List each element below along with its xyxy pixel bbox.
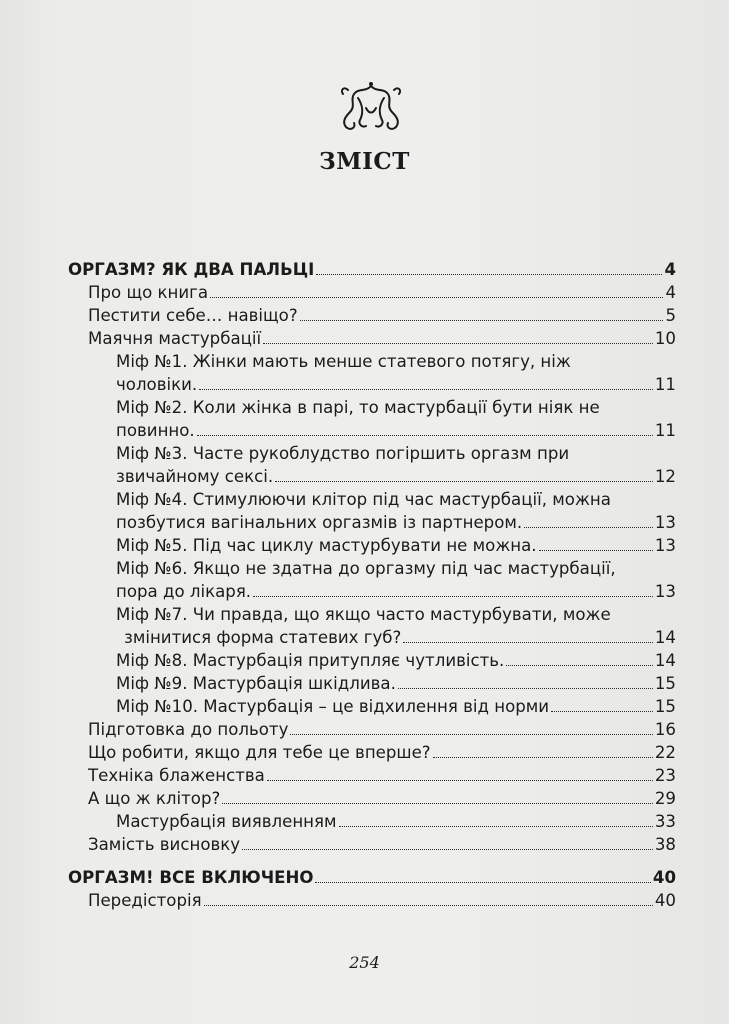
toc-entry-page: 4 xyxy=(664,260,676,279)
dot-leader xyxy=(275,481,653,482)
dot-leader xyxy=(300,320,664,321)
ornament-flourish-icon xyxy=(336,78,406,134)
toc-entry-title-line1[interactable]: Міф №2. Коли жінка в парі, то мастурбації бути ніяк не xyxy=(116,398,600,417)
dot-leader xyxy=(506,665,653,666)
toc-entry-title: повинно. xyxy=(116,421,195,440)
toc-entry-title: Техніка блаженства xyxy=(88,766,265,785)
toc-entry[interactable] xyxy=(68,511,676,534)
toc-entry[interactable] xyxy=(68,419,676,442)
toc-entry[interactable] xyxy=(68,304,676,327)
toc-entry-title: пора до лікаря. xyxy=(116,582,252,601)
toc-entry-title: Замість висновку xyxy=(88,835,241,854)
toc-entry-page: 13 xyxy=(654,513,676,532)
toc-entry-title: ОРГАЗМ! ВСЕ ВКЛЮЧЕНО xyxy=(68,868,314,887)
toc-entry-page: 13 xyxy=(654,582,676,601)
toc-entry-page: 13 xyxy=(654,536,676,555)
dot-leader xyxy=(253,596,653,597)
toc-entry[interactable] xyxy=(68,580,676,603)
toc-entry-title: Міф №8. Мастурбація притупляє чутливість. xyxy=(116,651,505,670)
toc-entry-title: Пестити себе… навіщо? xyxy=(88,306,298,325)
toc-entry-title: Міф №10. Мастурбація – це відхилення від норми xyxy=(116,697,550,716)
toc-entry-page: 4 xyxy=(665,283,676,302)
dot-leader xyxy=(199,389,653,390)
toc-entry-title: Передісторія xyxy=(88,891,202,910)
toc-entry-title-line1[interactable]: Міф №7. Чи правда, що якщо часто мастурбувати, може xyxy=(116,605,611,624)
toc-entry-title: Що робити, якщо для тебе це вперше? xyxy=(88,743,431,762)
toc-entry-page: 40 xyxy=(654,891,676,910)
toc-entry-title: Маячня мастурбації xyxy=(88,329,262,348)
toc-entry-title: звичайному сексі. xyxy=(116,467,274,486)
toc-entry-title: позбутися вагінальних оргазмів із партнером. xyxy=(116,513,523,532)
toc-entry[interactable] xyxy=(68,465,676,488)
toc-entry[interactable] xyxy=(68,866,676,889)
toc-entry-title-line1[interactable]: Міф №4. Стимулюючи клітор під час мастурбації, можна xyxy=(116,490,611,509)
toc-entry[interactable] xyxy=(68,695,676,718)
page-number: 254 xyxy=(349,953,380,972)
toc-entry-page: 38 xyxy=(654,835,676,854)
toc-entry-page: 14 xyxy=(654,651,676,670)
toc-entry-page: 15 xyxy=(654,674,676,693)
toc-entry-title: Міф №5. Під час циклу мастурбувати не можна. xyxy=(116,536,537,555)
toc-entry[interactable] xyxy=(68,649,676,672)
toc-entry[interactable] xyxy=(68,718,676,741)
toc-entry-title-line1[interactable]: Міф №1. Жінки мають менше статевого потягу, ніж xyxy=(116,352,571,371)
toc-entry[interactable] xyxy=(68,626,676,649)
toc-entry[interactable] xyxy=(68,672,676,695)
toc-entry[interactable] xyxy=(68,889,676,912)
toc-entry[interactable] xyxy=(68,741,676,764)
toc-entry-page: 12 xyxy=(654,467,676,486)
toc-entry-title: змінитися форма статевих губ? xyxy=(124,628,402,647)
toc-entry-title: ОРГАЗМ? ЯК ДВА ПАЛЬЦІ xyxy=(68,260,315,279)
toc-entry[interactable] xyxy=(68,281,676,304)
toc-entry-page: 10 xyxy=(654,329,676,348)
dot-leader xyxy=(242,849,653,850)
toc-entry-title: чоловіки. xyxy=(116,375,198,394)
toc-entry-title: Міф №9. Мастурбація шкідлива. xyxy=(116,674,396,693)
dot-leader xyxy=(267,780,653,781)
toc-entry[interactable] xyxy=(68,764,676,787)
table-of-contents xyxy=(68,258,676,912)
dot-leader xyxy=(222,803,653,804)
toc-entry-page: 23 xyxy=(654,766,676,785)
dot-leader xyxy=(197,435,653,436)
dot-leader xyxy=(551,711,653,712)
dot-leader xyxy=(433,757,653,758)
toc-entry-title: Мастурбація виявленням xyxy=(116,812,337,831)
dot-leader xyxy=(210,297,663,298)
toc-entry-page: 29 xyxy=(654,789,676,808)
contents-title: ЗМІСТ xyxy=(319,148,410,175)
toc-entry-page: 16 xyxy=(654,720,676,739)
toc-entry-page: 15 xyxy=(654,697,676,716)
toc-entry-page: 22 xyxy=(654,743,676,762)
toc-entry-page: 11 xyxy=(654,421,676,440)
dot-leader xyxy=(403,642,653,643)
toc-entry[interactable] xyxy=(68,810,676,833)
toc-entry[interactable] xyxy=(68,327,676,350)
toc-entry-title: Підготовка до польоту xyxy=(88,720,289,739)
toc-entry[interactable] xyxy=(68,258,676,281)
toc-entry[interactable] xyxy=(68,373,676,396)
dot-leader xyxy=(290,734,652,735)
dot-leader xyxy=(398,688,653,689)
toc-entry[interactable] xyxy=(68,787,676,810)
toc-entry[interactable] xyxy=(68,534,676,557)
dot-leader xyxy=(524,527,653,528)
dot-leader xyxy=(316,274,662,275)
toc-entry-page: 11 xyxy=(654,375,676,394)
toc-entry-page: 33 xyxy=(654,812,676,831)
toc-entry-page: 5 xyxy=(665,306,676,325)
toc-entry-title-line1[interactable]: Міф №6. Якщо не здатна до оргазму під час мастурбації, xyxy=(116,559,616,578)
toc-section-gap xyxy=(68,856,676,866)
dot-leader xyxy=(263,343,653,344)
dot-leader xyxy=(539,550,653,551)
dot-leader xyxy=(315,882,650,883)
dot-leader xyxy=(339,826,653,827)
toc-entry-title: А що ж клітор? xyxy=(88,789,221,808)
toc-entry-page: 14 xyxy=(654,628,676,647)
toc-entry[interactable] xyxy=(68,833,676,856)
toc-entry-page: 40 xyxy=(652,868,676,887)
dot-leader xyxy=(204,905,653,906)
toc-entry-title: Про що книга xyxy=(88,283,209,302)
toc-entry-title-line1[interactable]: Міф №3. Часте рукоблудство погіршить оргазм при xyxy=(116,444,570,463)
